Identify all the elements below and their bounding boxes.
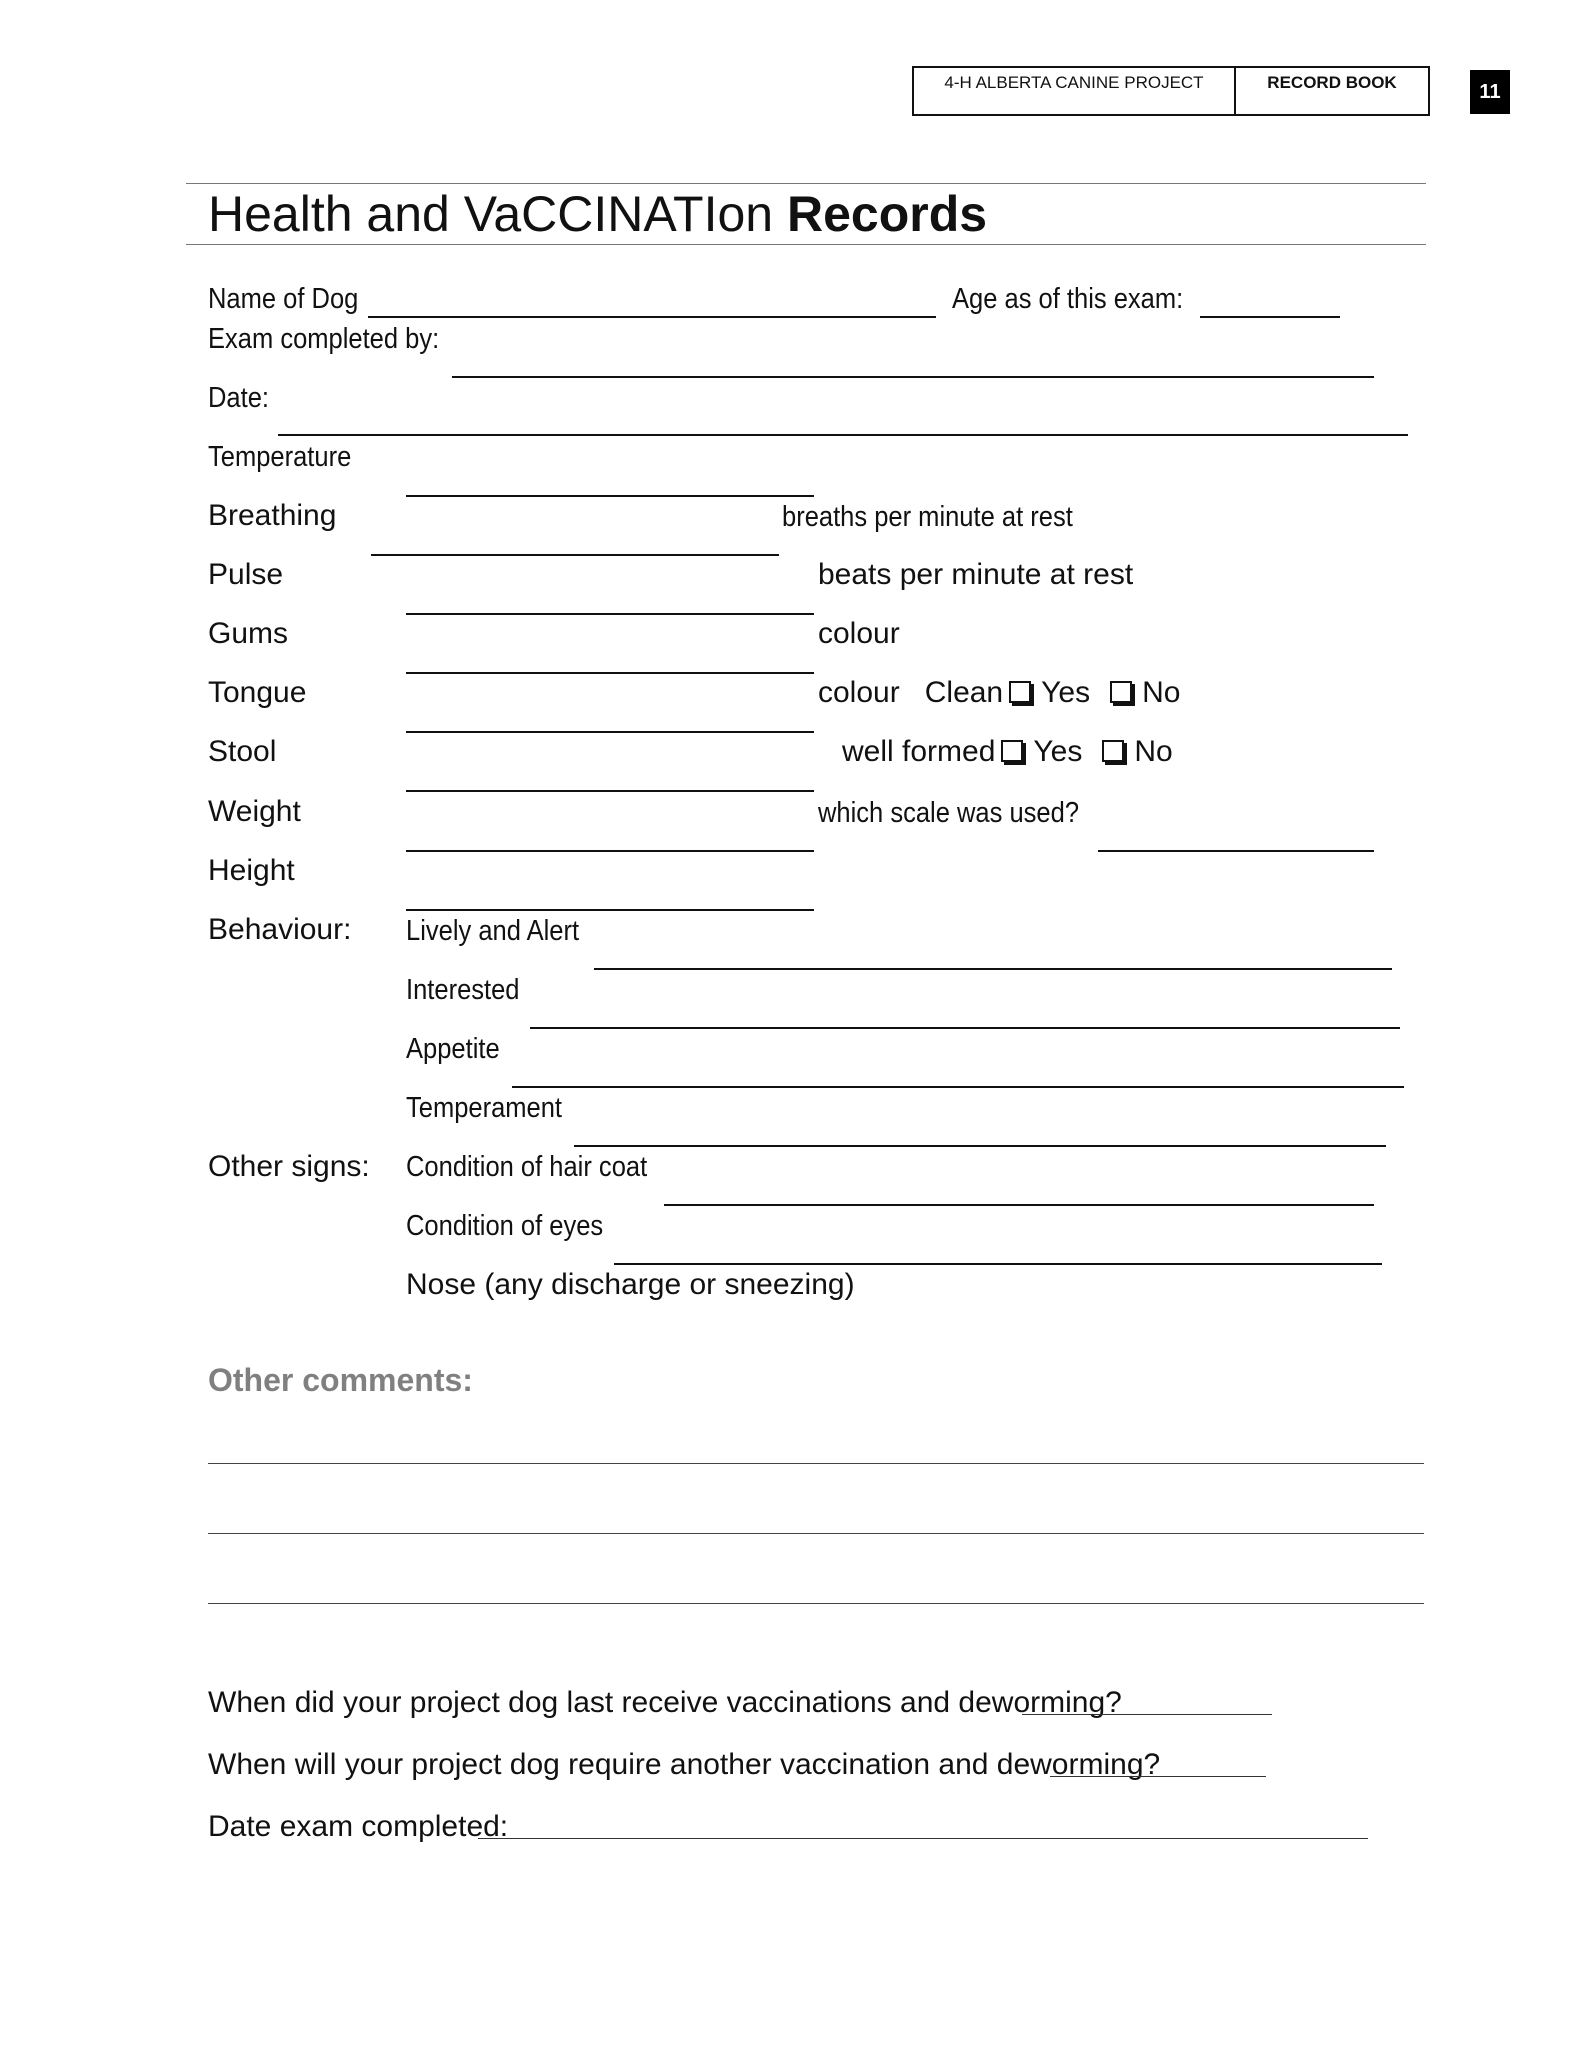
gums-label: Gums <box>208 617 289 650</box>
weight-label: Weight <box>208 795 301 828</box>
title-rule-bottom <box>186 244 1426 245</box>
breathing-field[interactable] <box>371 554 779 556</box>
lively-field[interactable] <box>594 968 1392 970</box>
comment-line-3[interactable] <box>208 1603 1424 1604</box>
record-book-label: RECORD BOOK <box>1267 73 1397 92</box>
tongue-clean-yes-checkbox[interactable] <box>1009 681 1031 703</box>
pulse-label: Pulse <box>208 558 284 591</box>
exam-completed-by-label: Exam completed by: <box>208 323 440 355</box>
pulse-field[interactable] <box>406 613 814 615</box>
date-field[interactable] <box>278 434 1408 436</box>
appetite-field[interactable] <box>512 1086 1404 1088</box>
next-vaccination-field[interactable] <box>1050 1776 1266 1777</box>
stool-yes-checkbox[interactable] <box>1001 740 1023 762</box>
lively-label: Lively and Alert <box>406 915 580 947</box>
comment-line-1[interactable] <box>208 1463 1424 1464</box>
hair-coat-label: Condition of hair coat <box>406 1151 648 1183</box>
gums-field[interactable] <box>406 672 814 674</box>
other-signs-label: Other signs: <box>208 1150 370 1183</box>
appetite-label: Appetite <box>406 1033 500 1065</box>
interested-field[interactable] <box>530 1027 1400 1029</box>
stool-no-label: No <box>1134 735 1173 768</box>
age-label: Age as of this exam: <box>952 283 1184 315</box>
stool-unit: well formed <box>842 735 996 768</box>
name-of-dog-field[interactable] <box>368 316 936 318</box>
weight-scale-field[interactable] <box>1098 850 1374 852</box>
stool-field[interactable] <box>406 790 814 792</box>
height-field[interactable] <box>406 909 814 911</box>
temperature-label: Temperature <box>208 441 352 473</box>
gums-unit: colour <box>818 617 900 650</box>
tongue-clean-yes-label: Yes <box>1041 676 1091 709</box>
tongue-label: Tongue <box>208 676 307 709</box>
date-label: Date: <box>208 382 270 414</box>
stool-no-checkbox[interactable] <box>1102 740 1124 762</box>
nose-label: Nose (any discharge or sneezing) <box>406 1268 855 1301</box>
date-exam-completed-field[interactable] <box>478 1838 1368 1839</box>
temperature-field[interactable] <box>406 495 814 497</box>
page-title: Health and VaCCINATIon Records <box>208 186 988 242</box>
interested-label: Interested <box>406 974 520 1006</box>
last-vaccination-question: When did your project dog last receive vaccinations and deworming? <box>208 1686 1122 1719</box>
tongue-field[interactable] <box>406 731 814 733</box>
pulse-unit: beats per minute at rest <box>818 558 1134 591</box>
comment-line-2[interactable] <box>208 1533 1424 1534</box>
weight-scale-label: which scale was used? <box>818 797 1080 829</box>
other-comments-heading: Other comments: <box>208 1362 473 1398</box>
breathing-label: Breathing <box>208 499 337 532</box>
stool-row <box>842 735 1173 769</box>
age-field[interactable] <box>1200 316 1340 318</box>
date-exam-completed-label: Date exam completed: <box>208 1810 509 1843</box>
tongue-clean-no-checkbox[interactable] <box>1110 681 1132 703</box>
stool-yes-label: Yes <box>1033 735 1083 768</box>
project-name: 4-H ALBERTA CANINE PROJECT <box>914 68 1236 114</box>
tongue-row <box>818 676 1180 710</box>
page-number: 11 <box>1470 70 1510 114</box>
header-box <box>912 66 1430 116</box>
temperament-field[interactable] <box>574 1145 1386 1147</box>
eyes-label: Condition of eyes <box>406 1210 604 1242</box>
temperament-label: Temperament <box>406 1092 563 1124</box>
tongue-unit: colour <box>818 676 900 709</box>
behaviour-label: Behaviour: <box>208 913 352 946</box>
last-vaccination-field[interactable] <box>1022 1714 1272 1715</box>
stool-label: Stool <box>208 735 277 768</box>
height-label: Height <box>208 854 295 887</box>
next-vaccination-question: When will your project dog require another vaccination and deworming? <box>208 1748 1161 1781</box>
exam-completed-by-field[interactable] <box>452 376 1374 378</box>
eyes-field[interactable] <box>614 1263 1382 1265</box>
tongue-clean-label: Clean <box>924 676 1004 709</box>
name-of-dog-label: Name of Dog <box>208 283 359 315</box>
breathing-unit: breaths per minute at rest <box>782 501 1073 533</box>
tongue-clean-no-label: No <box>1142 676 1181 709</box>
weight-field[interactable] <box>406 850 814 852</box>
hair-coat-field[interactable] <box>664 1204 1374 1206</box>
